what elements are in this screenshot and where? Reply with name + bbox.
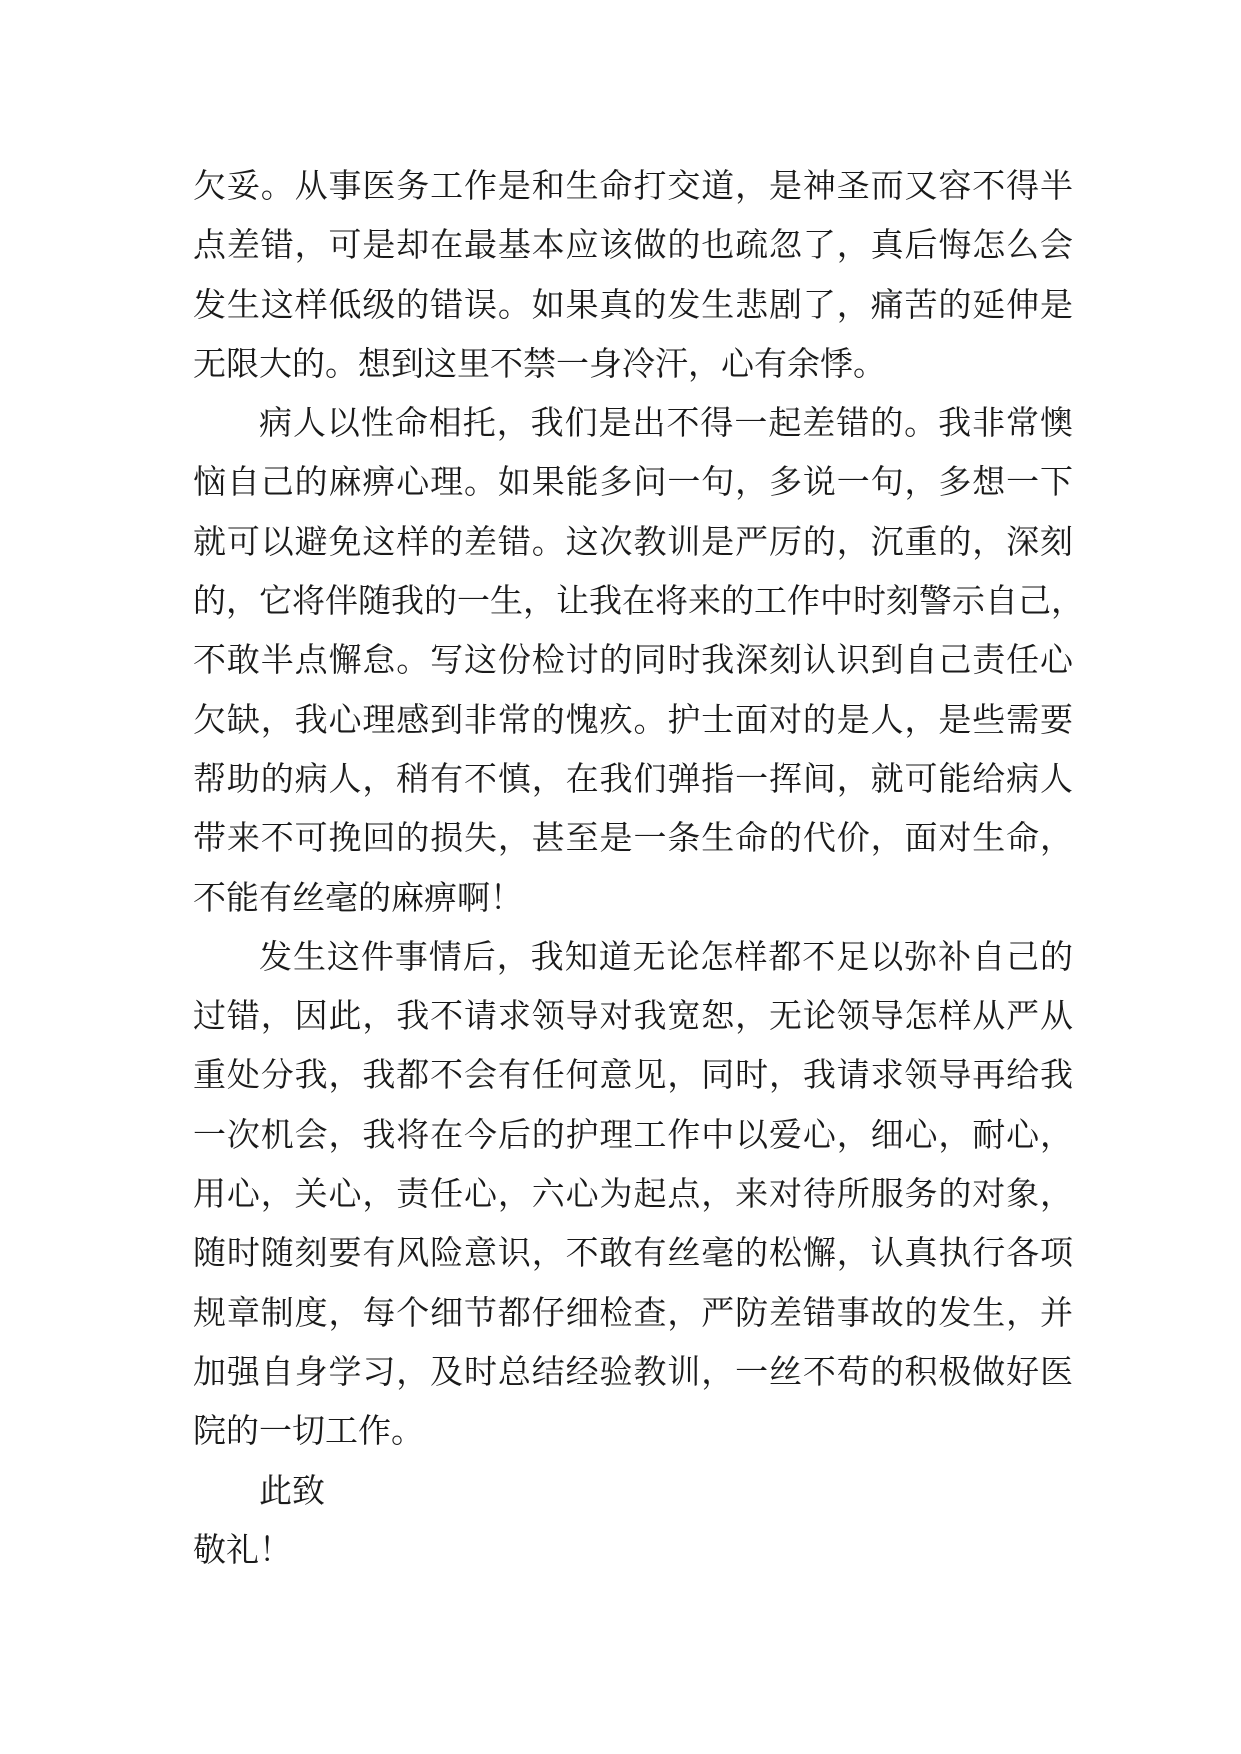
text-line: 重处分我，我都不会有任何意见，同时，我请求领导再给我 [193,1055,1073,1095]
text-line: 院的一切工作。 [193,1411,424,1451]
text-line: 无限大的。想到这里不禁一身冷汗，心有余悸。 [193,343,886,383]
text-line: 发生这件事情后，我知道无论怎样都不足以弥补自己的 [259,936,1073,976]
text-line: 的，它将伴随我的一生，让我在将来的工作中时刻警示自己， [193,581,1084,621]
text-line: 发生这样低级的错误。如果真的发生悲剧了，痛苦的延伸是 [193,284,1073,324]
text-line: 一次机会，我将在今后的护理工作中以爱心，细心，耐心， [193,1114,1073,1154]
text-line: 帮助的病人，稍有不慎，在我们弹指一挥间，就可能给病人 [193,758,1073,798]
closing-salutation: 此致 [259,1470,325,1510]
text-line: 点差错，可是却在最基本应该做的也疏忽了，真后悔怎么会 [193,225,1073,265]
letter-body [193,156,1084,1579]
text-line: 加强自身学习，及时总结经验教训，一丝不苟的积极做好医 [193,1351,1073,1391]
text-line: 就可以避免这样的差错。这次教训是严厉的，沉重的，深刻 [193,521,1073,561]
text-line: 欠缺，我心理感到非常的愧疚。护士面对的是人，是些需要 [193,699,1073,739]
text-line: 不能有丝毫的麻痹啊！ [193,877,523,917]
closing-regards: 敬礼！ [193,1529,292,1569]
text-line: 规章制度，每个细节都仔细检查，严防差错事故的发生，并 [193,1292,1073,1332]
text-line: 过错，因此，我不请求领导对我宽恕，无论领导怎样从严从 [193,996,1073,1036]
text-line: 用心，关心，责任心，六心为起点，来对待所服务的对象， [193,1174,1073,1214]
text-line: 不敢半点懈怠。写这份检讨的同时我深刻认识到自己责任心 [193,640,1073,680]
text-line: 带来不可挽回的损失，甚至是一条生命的代价，面对生命， [193,818,1073,858]
text-line: 恼自己的麻痹心理。如果能多问一句，多说一句，多想一下 [193,462,1073,502]
text-line: 病人以性命相托，我们是出不得一起差错的。我非常懊 [259,403,1073,443]
text-line: 欠妥。从事医务工作是和生命打交道，是神圣而又容不得半 [193,166,1073,205]
text-line: 随时随刻要有风险意识，不敢有丝毫的松懈，认真执行各项 [193,1233,1073,1273]
